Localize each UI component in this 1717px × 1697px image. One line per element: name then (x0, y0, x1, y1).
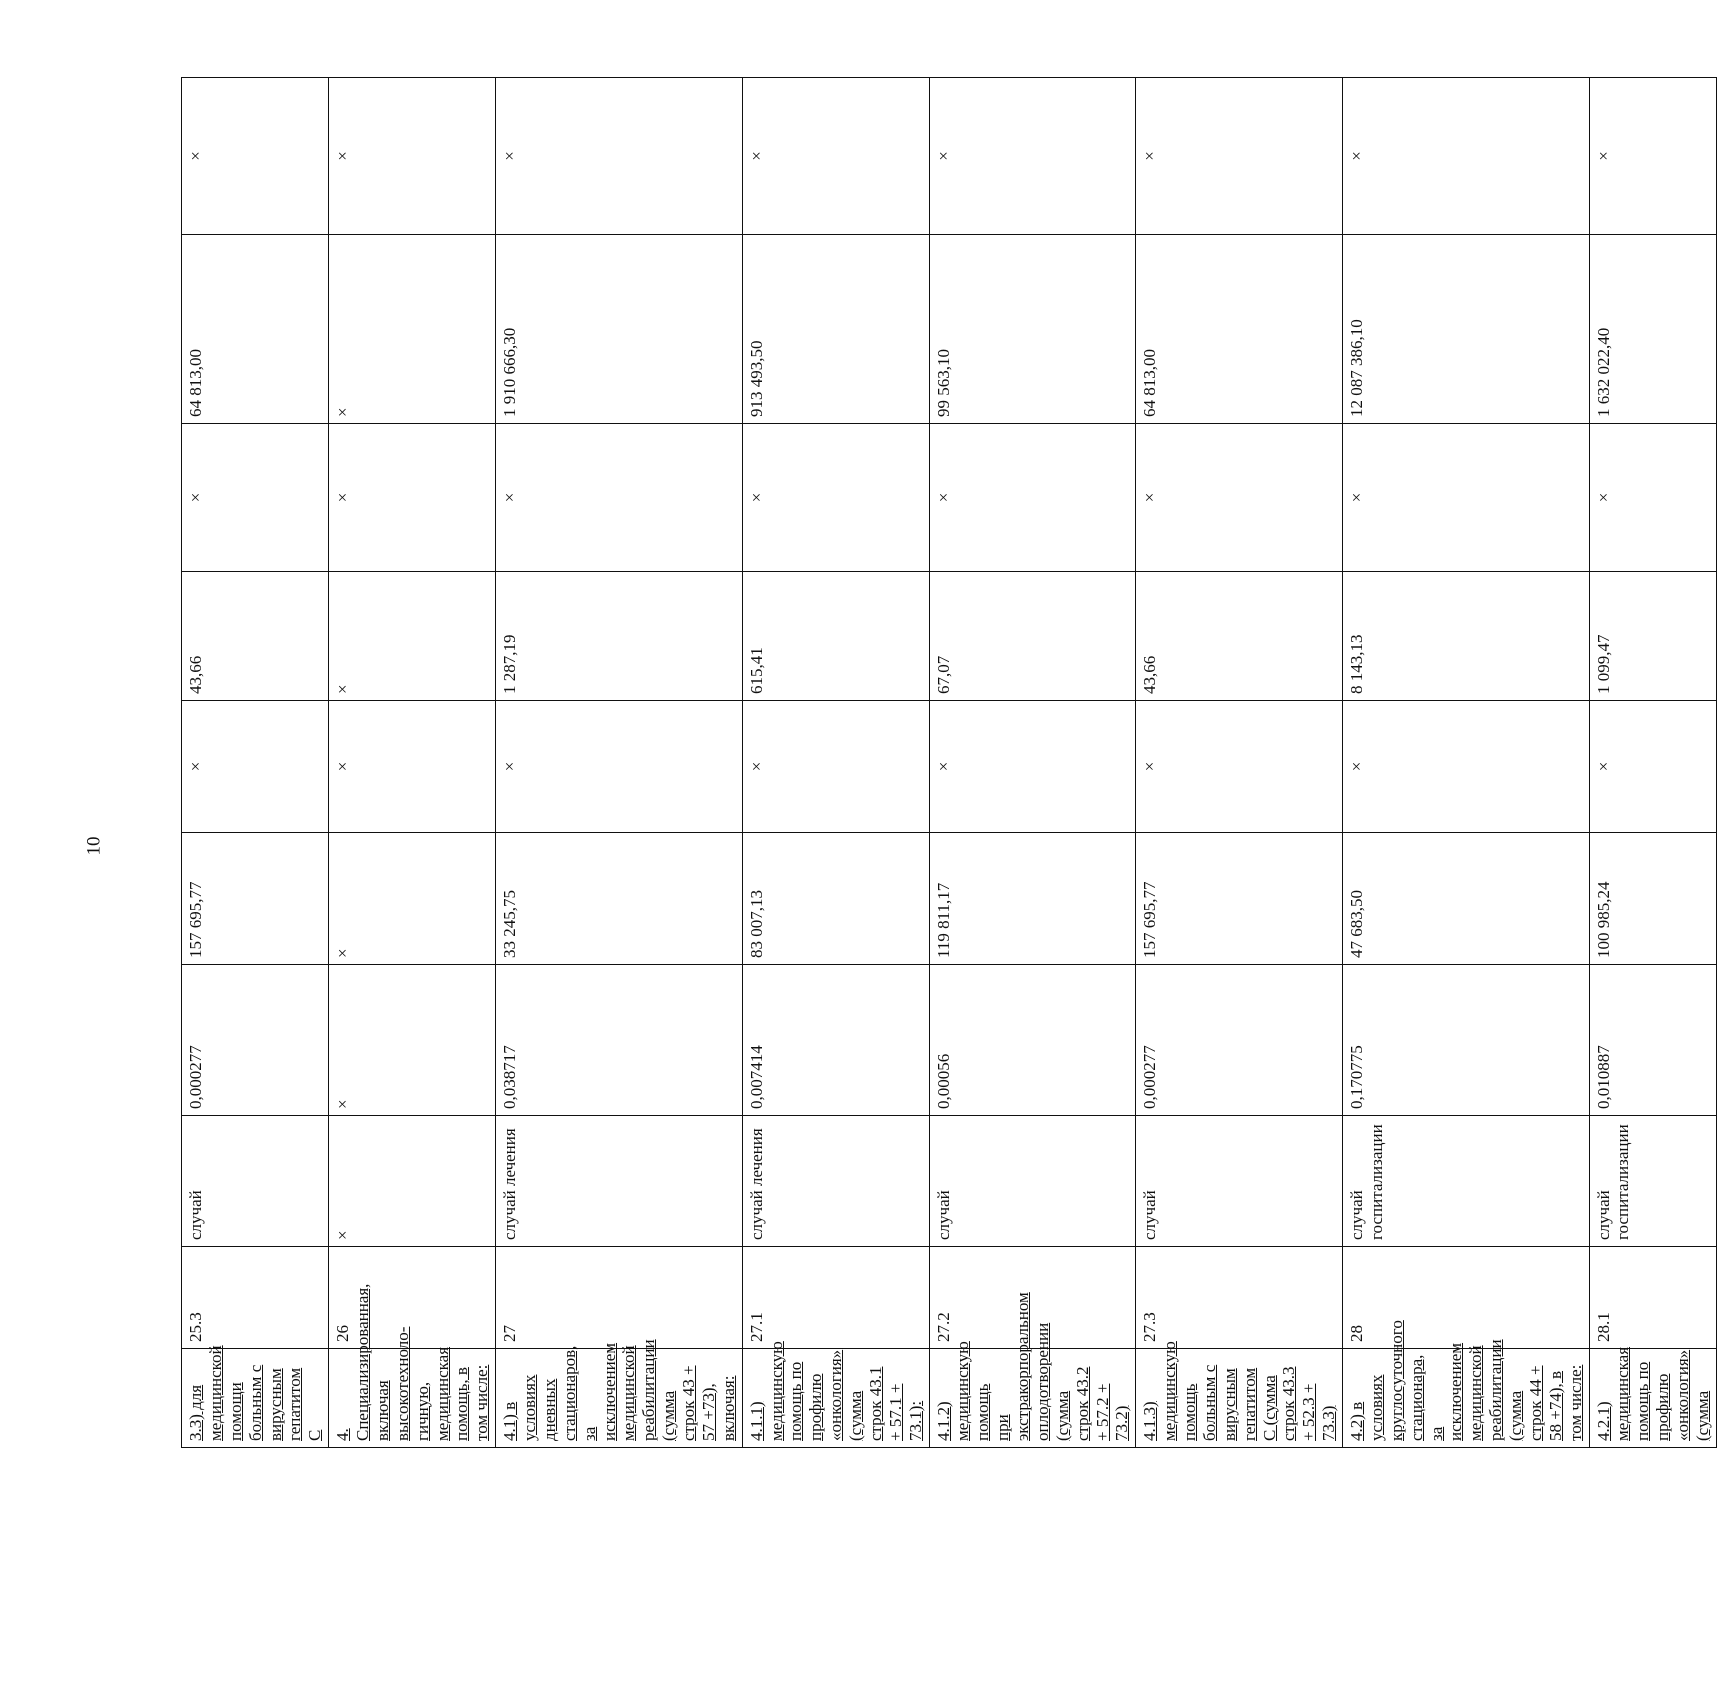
row-number: 26 (329, 1247, 496, 1349)
cell-col8: × (742, 424, 929, 572)
cell-col7: 1 099,47 (1589, 572, 1716, 701)
row-description: 3.3) для медицинской помощи больным с вирусным гепатитом С (182, 1349, 329, 1448)
cell-col8: × (1343, 424, 1590, 572)
unit-of-measure: случай (929, 1116, 1136, 1247)
cell-col10: × (929, 78, 1136, 235)
table-row (1589, 78, 1716, 1448)
row-description: 4.1.1) медицинскую помощь по профилю «онкология» (сумма строк 43.1 + 57.1 + 73.1): (742, 1349, 929, 1448)
row-number: 27 (496, 1247, 743, 1349)
cost-norm: 157 695,77 (182, 833, 329, 965)
cell-col7: × (329, 572, 496, 701)
unit-of-measure: случай лечения (742, 1116, 929, 1247)
row-description: 4.2) в условиях круглосуточного стационара, за исключением медицинской реабилитации (сумма строк 44 + 58 +74), в том числе: (1343, 1349, 1590, 1448)
row-description: 4.1) в условиях дневных стационаров, за исключением медицинской реабилитации (сумма строк 43 + 57 +73), включая: (496, 1349, 743, 1448)
page-number: 10 (83, 836, 105, 856)
row-description: 4.2.1) медицинская помощь по профилю «онкология» (сумма (1589, 1349, 1716, 1448)
unit-of-measure: случай лечения (496, 1116, 743, 1247)
cell-col6: × (496, 701, 743, 833)
cost-norm: × (329, 833, 496, 965)
volume-norm: 0,007414 (742, 965, 929, 1116)
cell-col7: 67,07 (929, 572, 1136, 701)
unit-of-measure: × (329, 1116, 496, 1247)
volume-norm: × (329, 965, 496, 1116)
row-description: 4.1.2) медицинскую помощь при экстракорпоральном оплодотворении (сумма строк 43.2 + 57.2 + 73.2) (929, 1349, 1136, 1448)
row-number: 27.3 (1136, 1247, 1343, 1349)
cell-col7: 8 143,13 (1343, 572, 1590, 701)
cell-col6: × (329, 701, 496, 833)
cell-col9: 12 087 386,10 (1343, 235, 1590, 424)
cell-col8: × (1136, 424, 1343, 572)
table-row (1136, 78, 1343, 1448)
volume-norm: 0,000277 (182, 965, 329, 1116)
unit-of-measure: случай (182, 1116, 329, 1247)
cell-col6: × (1136, 701, 1343, 833)
cell-col10: × (1343, 78, 1590, 235)
cell-col8: × (929, 424, 1136, 572)
unit-of-measure: случай (1136, 1116, 1343, 1247)
cell-col9: 99 563,10 (929, 235, 1136, 424)
row-description: 4.1.3) медицинскую помощь больным с вирусным гепатитом С (сумма строк 43.3 + 52.3 + 73.3) (1136, 1349, 1343, 1448)
table-row (329, 78, 496, 1448)
cell-col9: 1 632 022,40 (1589, 235, 1716, 424)
cell-col9: 64 813,00 (1136, 235, 1343, 424)
table-row (929, 78, 1136, 1448)
cell-col7: 43,66 (182, 572, 329, 701)
cost-norm: 33 245,75 (496, 833, 743, 965)
volume-norm: 0,010887 (1589, 965, 1716, 1116)
volume-norm: 0,00056 (929, 965, 1136, 1116)
cell-col8: × (329, 424, 496, 572)
rotated-table-wrapper (181, 78, 1712, 1448)
cell-col7: 43,66 (1136, 572, 1343, 701)
volume-norm: 0,000277 (1136, 965, 1343, 1116)
cell-col10: × (182, 78, 329, 235)
volume-norm: 0,038717 (496, 965, 743, 1116)
cell-col6: × (742, 701, 929, 833)
table-row (496, 78, 743, 1448)
cost-norm: 119 811,17 (929, 833, 1136, 965)
table-row (1343, 78, 1590, 1448)
cell-col9: 64 813,00 (182, 235, 329, 424)
cell-col10: × (496, 78, 743, 235)
table-row (182, 78, 329, 1448)
cell-col6: × (182, 701, 329, 833)
cell-col6: × (1589, 701, 1716, 833)
volume-norm: 0,170775 (1343, 965, 1590, 1116)
row-number: 28 (1343, 1247, 1590, 1349)
cell-col10: × (1136, 78, 1343, 235)
cell-col10: × (329, 78, 496, 235)
unit-of-measure: случай госпитализации (1589, 1116, 1716, 1247)
row-description: 4. Специализированная, включая высокотехноло-гичную, медицинская помощь, в том числе: (329, 1349, 496, 1448)
row-number: 27.2 (929, 1247, 1136, 1349)
row-number: 28.1 (1589, 1247, 1716, 1349)
row-number: 25.3 (182, 1247, 329, 1349)
cell-col8: × (182, 424, 329, 572)
cost-norm: 100 985,24 (1589, 833, 1716, 965)
cell-col6: × (1343, 701, 1590, 833)
cell-col9: × (329, 235, 496, 424)
cell-col7: 615,41 (742, 572, 929, 701)
cell-col10: × (1589, 78, 1716, 235)
row-number: 27.1 (742, 1247, 929, 1349)
table-row (742, 78, 929, 1448)
cell-col8: × (496, 424, 743, 572)
cell-col7: 1 287,19 (496, 572, 743, 701)
cell-col6: × (929, 701, 1136, 833)
cell-col8: × (1589, 424, 1716, 572)
norms-table (181, 77, 1717, 1448)
cost-norm: 83 007,13 (742, 833, 929, 965)
cost-norm: 47 683,50 (1343, 833, 1590, 965)
cell-col10: × (742, 78, 929, 235)
cell-col9: 1 910 666,30 (496, 235, 743, 424)
unit-of-measure: случай госпитализации (1343, 1116, 1590, 1247)
cell-col9: 913 493,50 (742, 235, 929, 424)
cost-norm: 157 695,77 (1136, 833, 1343, 965)
